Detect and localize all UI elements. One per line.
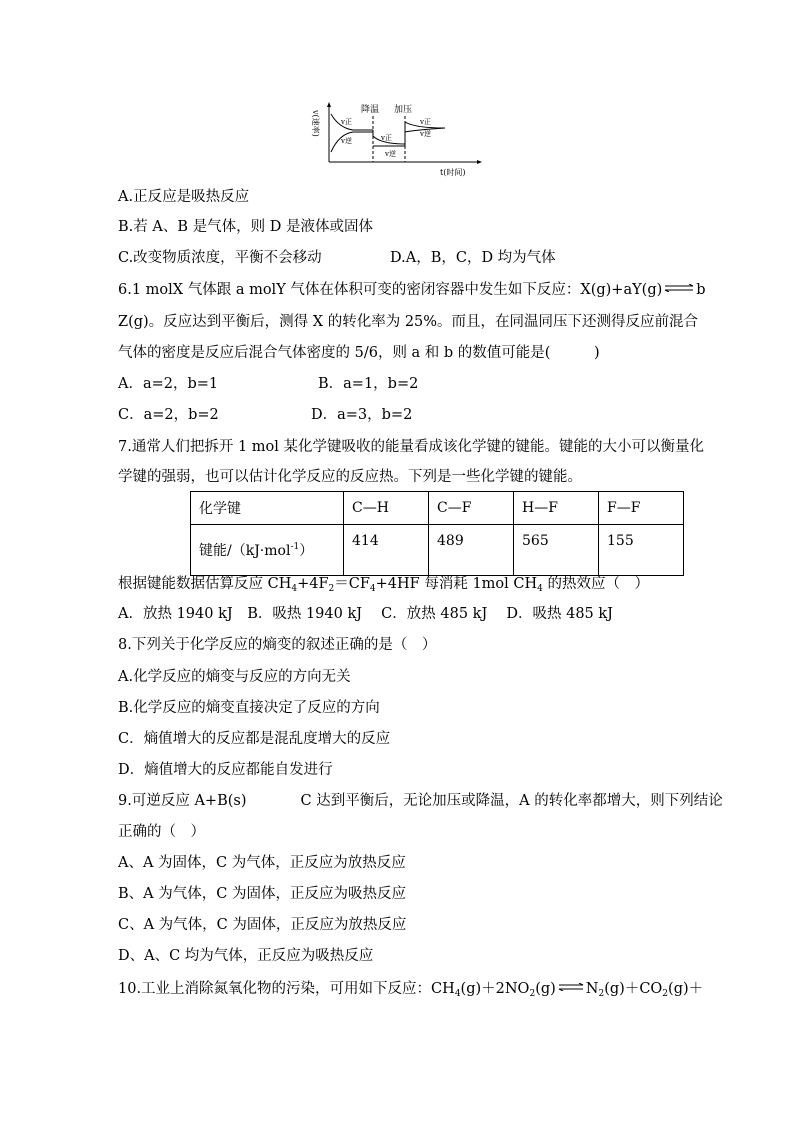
q9-stem-text: C 达到平衡后，无论加压或降温，A 的转化率都增大，则下列结论 bbox=[300, 793, 723, 809]
table-cell: 155 bbox=[599, 525, 684, 576]
q9-option-a: A、A 为固体，C 为气体，正反应为放热反应 bbox=[118, 855, 406, 871]
q10-part: (g) bbox=[535, 981, 556, 997]
subscript: 4 bbox=[454, 989, 461, 999]
q6-stem-line3: 气体的密度是反应后混合气体密度的 5/6，则 a 和 b 的数值可能是( ) bbox=[118, 345, 600, 361]
v-reverse-label-2: v逆 bbox=[385, 150, 396, 158]
bond-energy-table bbox=[190, 491, 684, 576]
q8-option-c: C．熵值增大的反应都是混乱度增大的反应 bbox=[118, 731, 391, 747]
unit-superscript: -1 bbox=[290, 542, 300, 552]
v-forward-label-2: v正 bbox=[381, 134, 392, 142]
v-reverse-label-1: v逆 bbox=[341, 137, 352, 145]
q9-stem-line2: 正确的（ ） bbox=[118, 824, 205, 840]
table-cell: 489 bbox=[429, 525, 514, 576]
q7-question bbox=[118, 575, 649, 598]
q7-stem-line1: 7.通常人们把拆开 1 mol 某化学键吸收的能量看成该化学键的键能。键能的大小可以衡量化 bbox=[118, 439, 705, 455]
table-cell: C—H bbox=[344, 492, 429, 525]
q7-options: A．放热 1940 kJ B．吸热 1940 kJ C．放热 485 kJ D．吸热 485 kJ bbox=[118, 606, 613, 622]
q9-stem-text: 9.可逆反应 A+B(s) bbox=[118, 793, 247, 809]
q7-q-part: ＝CF bbox=[334, 576, 370, 592]
table-cell: C—F bbox=[429, 492, 514, 525]
x-axis-label: t(时间) bbox=[440, 168, 466, 177]
q6-stem-line1 bbox=[118, 281, 706, 299]
q7-q-part: +4HF 每消耗 1mol CH bbox=[375, 576, 538, 592]
annotation-cooling: 降温 bbox=[361, 105, 380, 115]
q6-option-c: C．a=2，b=2 bbox=[118, 407, 219, 423]
q5-option-d: D.A，B，C，D 均为气体 bbox=[390, 250, 556, 266]
q8-option-b: B.化学反应的熵变直接决定了反应的方向 bbox=[118, 700, 380, 716]
q10-part: (g)＋2NO bbox=[460, 981, 530, 997]
q7-q-part: +4F bbox=[297, 576, 329, 592]
q9-option-c: C、A 为气体，C 为固体，正反应为放热反应 bbox=[118, 917, 407, 933]
v-forward-label-1: v正 bbox=[341, 118, 352, 126]
q6-option-b: B．a=1，b=2 bbox=[318, 376, 419, 392]
subscript: 4 bbox=[537, 584, 543, 594]
q10-part: 10.工业上消除氮氧化物的污染，可用如下反应：CH bbox=[118, 981, 455, 997]
q6-stem-line2: Z(g)。反应达到平衡后，测得 X 的转化率为 25%。而且，在同温同压下还测得反应前混合 bbox=[118, 314, 699, 330]
table-cell bbox=[191, 525, 344, 576]
q10-part: (g)＋ bbox=[668, 981, 704, 997]
table-cell: H—F bbox=[514, 492, 599, 525]
q5-option-a: A.正反应是吸热反应 bbox=[118, 189, 250, 205]
q5-option-b: B.若 A、B 是气体，则 D 是液体或固体 bbox=[118, 219, 373, 235]
equilibrium-arrow-icon bbox=[558, 983, 584, 991]
subscript: 2 bbox=[662, 989, 669, 999]
subscript: 2 bbox=[529, 989, 536, 999]
q10-stem bbox=[118, 980, 703, 1003]
q6-option-a: A．a=2，b=1 bbox=[118, 376, 219, 392]
q8-option-d: D．熵值增大的反应都能自发进行 bbox=[118, 762, 333, 778]
table-header-row bbox=[191, 492, 684, 525]
q9-stem-line1 bbox=[118, 792, 723, 810]
subscript: 2 bbox=[328, 584, 335, 594]
bond-energy-unit: 键能/（kJ·mol bbox=[199, 543, 291, 559]
subscript: 4 bbox=[369, 584, 376, 594]
v-forward-label-3: v正 bbox=[420, 118, 431, 126]
annotation-pressurize: 加压 bbox=[394, 105, 413, 115]
q6-stem-product-coeff: b bbox=[696, 282, 706, 298]
q5-option-c: C.改变物质浓度，平衡不会移动 bbox=[118, 250, 322, 266]
rate-time-graph bbox=[305, 100, 495, 180]
v-reverse-label-3: v逆 bbox=[420, 130, 431, 138]
q9-option-d: D、A、C 均为气体，正反应为吸热反应 bbox=[118, 948, 374, 964]
q9-option-b: B、A 为气体，C 为固体，正反应为吸热反应 bbox=[118, 886, 406, 902]
q7-stem-line2: 学键的强弱，也可以估计化学反应的反应热。下列是一些化学键的键能。 bbox=[118, 469, 582, 485]
unit-close-paren: ） bbox=[299, 543, 314, 559]
q10-part: (g)＋CO bbox=[604, 981, 663, 997]
table-cell: 414 bbox=[344, 525, 429, 576]
q10-part: N bbox=[585, 981, 599, 997]
q7-q-part: 的热效应（ ） bbox=[542, 576, 649, 592]
subscript: 4 bbox=[291, 584, 298, 594]
subscript: 2 bbox=[598, 989, 605, 999]
q8-stem: 8.下列关于化学反应的熵变的叙述正确的是（ ） bbox=[118, 637, 437, 653]
y-axis-label: v(速率) bbox=[311, 110, 320, 137]
table-cell: 565 bbox=[514, 525, 599, 576]
q6-option-d: D．a=3，b=2 bbox=[311, 407, 413, 423]
q8-option-a: A.化学反应的熵变与反应的方向无关 bbox=[118, 669, 351, 685]
table-cell: F—F bbox=[599, 492, 684, 525]
table-cell: 化学键 bbox=[191, 492, 344, 525]
q7-q-part: 根据键能数据估算反应 CH bbox=[118, 576, 292, 592]
equilibrium-arrow-icon bbox=[664, 284, 694, 292]
q6-stem-text: 6.1 molX 气体跟 a molY 气体在体积可变的密闭容器中发生如下反应：X(g)+aY(g) bbox=[118, 282, 663, 298]
table-row bbox=[191, 525, 684, 576]
